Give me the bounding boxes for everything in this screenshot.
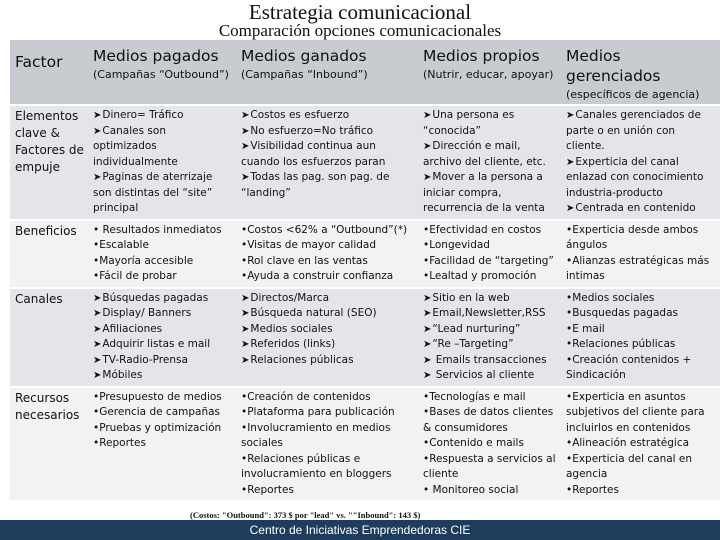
list-item: •Rol clave en las ventas <box>241 254 368 267</box>
header-medios-gerenciados <box>561 40 720 105</box>
page-title: Estrategia comunicacional <box>248 0 472 24</box>
list-item: ➤ Búsquedas pagadas <box>93 291 232 307</box>
header-sub: (Campañas “Outbound”) <box>93 68 229 81</box>
header-medios-propios <box>418 40 561 105</box>
table-cell <box>236 220 418 288</box>
list-item: •Experticia en asuntos subjetivos del cliente para incluirlos en contenidos <box>566 390 705 434</box>
list-item: ➤ Móbiles <box>93 368 232 384</box>
list-item: •Alineación estratégica <box>566 437 690 449</box>
table-cell <box>418 387 561 502</box>
list-item: ➤ Mover a la persona a iniciar compra, recurrencia de la venta <box>423 170 557 217</box>
header-sub: (Campañas “Inbound”) <box>241 68 368 81</box>
list-item: ➤ Referidos (links) <box>241 337 414 353</box>
list-item: ➤ Servicios al cliente <box>423 368 557 384</box>
list-item: •Experticia del canal en agencia <box>566 452 693 480</box>
header-label: Medios propios <box>423 47 540 65</box>
list-item: ➤ Canales son optimizados individualmente <box>93 124 232 171</box>
list-item: •Busquedas pagadas <box>566 307 678 319</box>
header-medios-ganados <box>236 40 418 105</box>
list-item: •Visitas de mayor calidad <box>241 239 377 251</box>
list-item: ➤ Búsqueda natural (SEO) <box>241 306 414 322</box>
list-item: •Pruebas y optimización <box>93 421 222 434</box>
list-item: •Contenido e mails <box>423 437 524 449</box>
list-item: ➤ “Lead nurturing” <box>423 322 557 338</box>
list-item: • Resultados inmediatos <box>93 223 222 236</box>
list-item: •Reportes <box>241 483 294 496</box>
list-item: •Creación de contenidos <box>241 390 371 403</box>
list-item: •Reportes <box>93 437 146 449</box>
header-label: Medios pagados <box>93 47 219 65</box>
row-label: Beneficios <box>10 220 88 288</box>
header-label: Medios gerenciados <box>566 47 661 85</box>
table-cell <box>236 387 418 502</box>
list-item: ➤ Todas las pag. son pag. de “landing” <box>241 170 414 201</box>
table-cell <box>418 288 561 387</box>
list-item: ➤ Dinero= Tráfico <box>93 108 232 124</box>
list-item: •Longevidad <box>423 239 490 251</box>
list-item: •Relaciones públicas e involucramiento en bloggers <box>241 452 392 480</box>
list-item: •E mail <box>566 322 605 335</box>
list-item: ➤ “Re –Targeting” <box>423 337 557 353</box>
list-item: •Reportes <box>566 483 619 496</box>
costs-footnote: (Costos: "Outbound": 373 $ por "lead" vs. ""Inbound": 143 $) <box>190 510 421 520</box>
list-item: • Monitoreo social <box>423 483 519 496</box>
list-item: ➤ Canales gerenciados de parte o en unión con cliente. <box>566 108 716 155</box>
list-item: ➤ Display/ Banners <box>93 306 232 322</box>
list-item: •Plataforma para publicación <box>241 406 395 418</box>
table-cell <box>418 220 561 288</box>
list-item: ➤ Emails transacciones <box>423 353 557 369</box>
table-cell <box>88 288 236 387</box>
table-row-canales <box>10 288 720 387</box>
table-row-elementos-clave <box>10 105 720 220</box>
list-item: ➤ No esfuerzo=No tráfico <box>241 124 414 140</box>
list-item: •Involucramiento en medios sociales <box>241 421 391 449</box>
list-item: ➤ Costos es esfuerzo <box>241 108 414 124</box>
list-item: •Tecnologías e mail <box>423 390 526 403</box>
table-cell <box>236 105 418 220</box>
list-item: ➤ Visibilidad continua aun cuando los esfuerzos paran <box>241 139 414 170</box>
list-item: •Costos <62% a “Outbound”(*) <box>241 223 408 236</box>
list-item: •Escalable <box>93 239 149 251</box>
list-item: •Mayoría accesible <box>93 254 194 267</box>
table-header-row <box>10 40 720 105</box>
row-label: Canales <box>10 288 88 387</box>
list-item: •Alianzas estratégicas más intimas <box>566 254 710 282</box>
footer-bar <box>0 520 720 540</box>
table-row-recursos <box>10 387 720 502</box>
list-item: ➤ Afiliaciones <box>93 322 232 338</box>
header-label: Medios ganados <box>241 47 367 65</box>
table-cell <box>418 105 561 220</box>
list-item: •Medios sociales <box>566 291 655 304</box>
list-item: ➤ Centrada en contenido <box>566 201 716 217</box>
list-item: •Lealtad y promoción <box>423 270 537 282</box>
table-row-beneficios <box>10 220 720 288</box>
comparison-table <box>10 40 720 502</box>
table-cell <box>88 105 236 220</box>
table-cell <box>236 288 418 387</box>
list-item: •Relaciones públicas <box>566 338 676 350</box>
table-cell <box>561 387 720 502</box>
row-label: Recursos necesarios <box>10 387 88 502</box>
list-item: •Creación contenidos + Sindicación <box>566 353 692 381</box>
list-item: •Fácil de probar <box>93 270 177 282</box>
list-item: •Ayuda a construir confianza <box>241 270 394 282</box>
list-item: ➤ Sitio en la web <box>423 291 557 307</box>
table-cell <box>561 105 720 220</box>
header-sub: (específicos de agencia) <box>566 88 700 101</box>
list-item: ➤ Una persona es “conocida” <box>423 108 557 139</box>
header-sub: (Nutrir, educar, apoyar) <box>423 68 554 81</box>
table-cell <box>88 220 236 288</box>
list-item: •Presupuesto de medios <box>93 390 222 403</box>
list-item: •Efectividad en costos <box>423 223 542 236</box>
list-item: ➤ Dirección e mail, archivo del cliente, etc. <box>423 139 557 170</box>
list-item: •Facilidad de “targeting” <box>423 254 554 267</box>
list-item: •Respuesta a servicios al cliente <box>423 452 556 480</box>
table-cell <box>88 387 236 502</box>
table-cell <box>561 220 720 288</box>
list-item: •Experticia desde ambos ángulos <box>566 223 699 251</box>
list-item: ➤ Paginas de aterrizaje son distintas del “site” principal <box>93 170 232 217</box>
list-item: •Gerencia de campañas <box>93 406 221 418</box>
footer-label: Centro de Iniciativas Emprendedoras CIE <box>249 523 471 537</box>
list-item: ➤ Email,Newsletter,RSS <box>423 306 557 322</box>
list-item: •Bases de datos clientes & consumidores <box>423 406 554 434</box>
header-factor: Factor <box>10 40 88 105</box>
list-item: ➤ Experticia del canal enlazad con conocimiento industria-producto <box>566 155 716 202</box>
list-item: ➤ Adquirir listas e mail <box>93 337 232 353</box>
header-medios-pagados <box>88 40 236 105</box>
list-item: ➤ TV-Radio-Prensa <box>93 353 232 369</box>
row-label: Elementos clave & Factores de empuje <box>10 105 88 220</box>
list-item: ➤ Directos/Marca <box>241 291 414 307</box>
list-item: ➤ Relaciones públicas <box>241 353 414 369</box>
list-item: ➤ Medios sociales <box>241 322 414 338</box>
page-subtitle: Comparación opciones comunicacionales <box>218 21 502 40</box>
table-cell <box>561 288 720 387</box>
